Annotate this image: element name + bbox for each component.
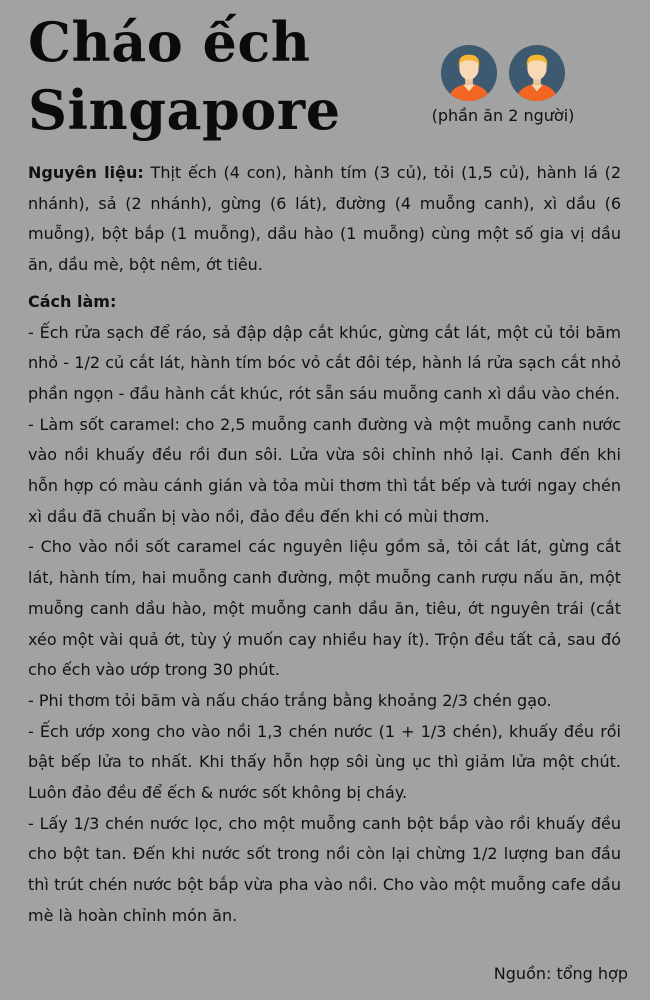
method-step: - Lấy 1/3 chén nước lọc, cho một muỗng canh bột bắp vào rồi khuấy đều cho bột tan. Đến khi nước sốt trong nồi còn lại chừng 1/2 lượng ban đầu thì trút chén nước bột bắp vừa pha vào nồi. Cho vào một muỗng cafe dầu mè là hoàn chỉnh món ăn. [28, 813, 621, 925]
ingredients-label: Nguyên liệu: [28, 163, 144, 182]
method-step: - Cho vào nồi sốt caramel các nguyên liệu gồm sả, tỏi cắt lát, gừng cắt lát, hành tím, hai muỗng canh đường, một muỗng canh rượu nấu ăn, một muỗng canh dầu hào, một muỗng canh dầu ăn, tiêu, ớt nguyên trái (cắt xéo một vài quả ớt, tùy ý muốn cay nhiều hay ít). Trộn đều tất cả, sau đó cho ếch vào ướp trong 30 phút. [28, 537, 621, 680]
ingredients-paragraph [28, 158, 621, 281]
method-step: - Ếch ướp xong cho vào nồi 1,3 chén nước (1 + 1/3 chén), khuấy đều rồi bật bếp lửa to nhất. Khi thấy hỗn hợp sôi ùng ục thì giảm lửa một chút. Luôn đảo đều để ếch & nước sốt không bị cháy. [28, 721, 621, 803]
ingredients-text: Thịt ếch (4 con), hành tím (3 củ), tỏi (1,5 củ), hành lá (2 nhánh), sả (2 nhánh), gừng (6 lát), đường (4 muỗng canh), xì dầu (6 muỗng), bột bắp (1 muỗng), dầu hào (1 muỗng) cùng một số gia vị dầu ăn, dầu mè, bột nêm, ớt tiêu. [28, 163, 622, 275]
source-credit: Nguồn: tổng hợp [493, 964, 628, 983]
recipe-body [28, 158, 621, 932]
avatar-group [418, 44, 588, 102]
recipe-title: Cháo ếch Singapore [28, 10, 341, 142]
method-step: - Làm sốt caramel: cho 2,5 muỗng canh đường và một muỗng canh nước vào nồi khuấy đều rồi đun sôi. Lửa vừa sôi chỉnh nhỏ lại. Canh đến khi hỗn hợp có màu cánh gián và tỏa mùi thơm thì tắt bếp và tưới ngay chén xì dầu đã chuẩn bị vào nồi, đảo đều đến khi có mùi thơm. [28, 414, 621, 526]
method-step: - Phi thơm tỏi băm và nấu cháo trắng bằng khoảng 2/3 chén gạo. [28, 690, 552, 710]
servings-block [418, 44, 588, 125]
person-avatar-icon [508, 44, 566, 102]
person-avatar-icon [440, 44, 498, 102]
servings-label: (phần ăn 2 người) [431, 106, 575, 125]
method-label: Cách làm: [28, 291, 117, 311]
method-step: - Ếch rửa sạch để ráo, sả đập dập cắt khúc, gừng cắt lát, một củ tỏi băm nhỏ - 1/2 củ cắt lát, hành tím bóc vỏ cắt đôi tép, hành lá rửa sạch cắt nhỏ phần ngọn - đầu hành cắt khúc, rót sẵn sáu muỗng canh xì dầu vào chén. [28, 322, 621, 403]
